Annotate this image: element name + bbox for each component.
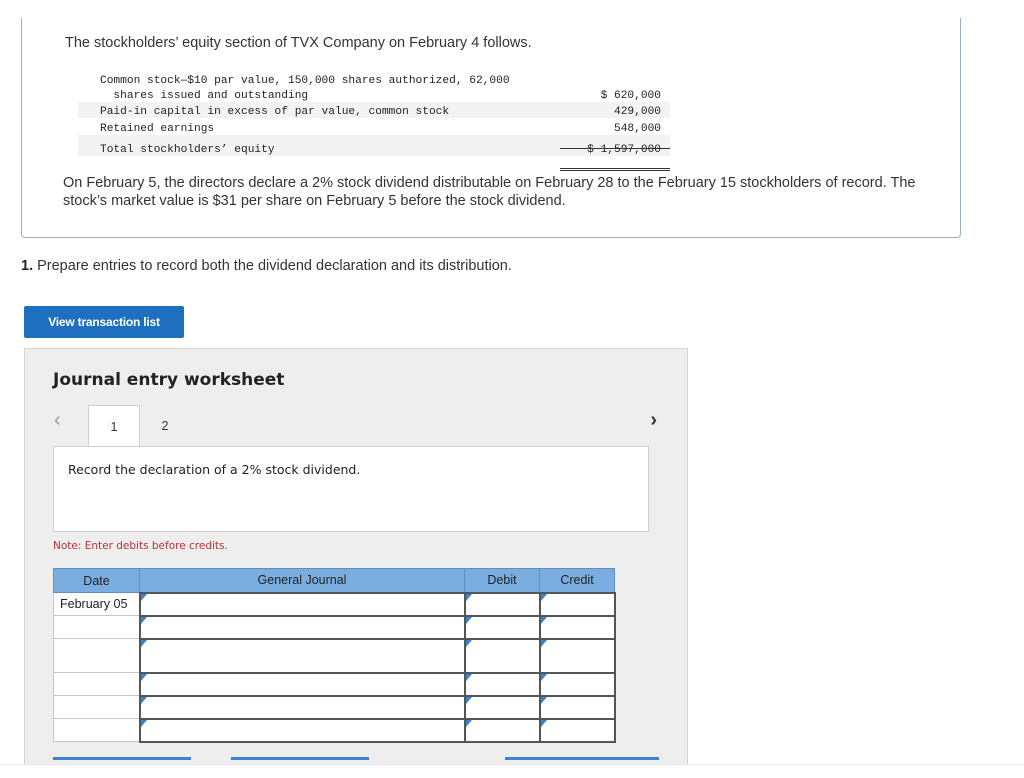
table-row (54, 673, 615, 696)
equity-row (78, 135, 670, 156)
account-input[interactable] (140, 696, 465, 719)
triangle-marker-icon (541, 697, 547, 704)
triangle-marker-icon (141, 594, 147, 601)
triangle-marker-icon (466, 720, 472, 727)
triangle-marker-icon (466, 594, 472, 601)
date-value (54, 700, 60, 714)
view-general-journal-button[interactable] (505, 757, 659, 760)
table-row (54, 593, 615, 616)
table-row (54, 639, 615, 673)
total-rule-bottom (560, 170, 670, 171)
triangle-marker-icon (141, 617, 147, 624)
account-input[interactable] (140, 719, 465, 742)
debit-input[interactable] (465, 719, 540, 742)
triangle-marker-icon (466, 617, 472, 624)
date-value (54, 723, 60, 737)
account-input[interactable] (140, 616, 465, 639)
date-cell[interactable] (54, 719, 140, 742)
account-input[interactable] (140, 639, 465, 673)
col-general-journal: General Journal (140, 569, 465, 593)
triangle-marker-icon (466, 697, 472, 704)
equity-row-amount: $ 1,597,000 (587, 144, 661, 156)
triangle-marker-icon (141, 640, 147, 647)
bottom-navigation-bar (0, 764, 1024, 778)
equity-row-amount: 548,000 (614, 123, 661, 135)
equity-row-label: Paid-in capital in excess of par value, common stock (100, 106, 450, 118)
worksheet-title: Journal entry worksheet (53, 370, 285, 390)
date-value (54, 620, 60, 634)
triangle-marker-icon (466, 674, 472, 681)
debit-input[interactable] (465, 616, 540, 639)
equity-row-label: Retained earnings (100, 123, 215, 135)
date-cell[interactable] (54, 639, 140, 673)
credit-input[interactable] (540, 593, 615, 616)
journal-entry-worksheet (24, 348, 688, 768)
table-row (54, 696, 615, 719)
equity-row-label: shares issued and outstanding (100, 90, 309, 102)
equity-row (78, 87, 670, 102)
date-cell[interactable] (54, 696, 140, 719)
debit-input[interactable] (465, 593, 540, 616)
instruction-text: Record the declaration of a 2% stock dividend. (68, 462, 361, 477)
credit-input[interactable] (540, 719, 615, 742)
triangle-marker-icon (541, 720, 547, 727)
table-row (54, 616, 615, 639)
triangle-marker-icon (141, 674, 147, 681)
credit-input[interactable] (540, 639, 615, 673)
triangle-marker-icon (541, 674, 547, 681)
debit-input[interactable] (465, 673, 540, 696)
credit-input[interactable] (540, 616, 615, 639)
debit-input[interactable] (465, 696, 540, 719)
col-date: Date (54, 569, 140, 593)
equity-row (78, 118, 670, 135)
triangle-marker-icon (466, 640, 472, 647)
triangle-marker-icon (141, 720, 147, 727)
equity-row (78, 102, 670, 118)
tab-2[interactable]: 2 (161, 418, 169, 433)
table-row (54, 719, 615, 742)
total-rule-top (560, 168, 670, 169)
triangle-marker-icon (541, 640, 547, 647)
chevron-left-icon[interactable]: ‹ (54, 409, 61, 431)
date-value: February 05 (60, 597, 128, 611)
equity-row-amount: 429,000 (614, 106, 661, 118)
record-entry-button[interactable] (53, 757, 191, 760)
journal-table (53, 568, 616, 743)
equity-row-label: Common stock—$10 par value, 150,000 shares authorized, 62,000 (100, 75, 510, 87)
problem-paragraph: On February 5, the directors declare a 2% stock dividend distributable on February 28 to the February 15 stockholders of record. The stock’s market value is $31 per share on February 5 before the stock dividend. (63, 175, 916, 209)
date-value (54, 649, 60, 663)
instruction-box (53, 446, 649, 532)
date-cell[interactable] (54, 673, 140, 696)
date-cell[interactable] (54, 593, 140, 616)
date-value (54, 677, 60, 691)
triangle-marker-icon (141, 697, 147, 704)
account-input[interactable] (140, 673, 465, 696)
view-transaction-list-button[interactable]: View transaction list (24, 306, 184, 338)
equity-row-label: Total stockholders’ equity (100, 144, 275, 156)
question-number: 1. (21, 258, 34, 274)
tab-1[interactable]: 1 (88, 405, 140, 447)
equity-row-amount: $ 620,000 (600, 90, 661, 102)
equity-section-table (78, 72, 670, 156)
col-credit: Credit (540, 569, 615, 593)
question-1 (21, 258, 512, 274)
debit-input[interactable] (465, 639, 540, 673)
triangle-marker-icon (541, 617, 547, 624)
chevron-right-icon[interactable]: › (650, 409, 657, 431)
clear-entry-button[interactable] (231, 757, 369, 760)
note-text: Note: Enter debits before credits. (53, 540, 228, 552)
question-text: Prepare entries to record both the dividend declaration and its distribution. (33, 258, 512, 274)
equity-row (78, 72, 670, 87)
col-debit: Debit (465, 569, 540, 593)
date-cell[interactable] (54, 616, 140, 639)
credit-input[interactable] (540, 673, 615, 696)
subtotal-rule (560, 148, 670, 149)
problem-statement-box (21, 18, 961, 238)
journal-header-row (54, 569, 615, 593)
triangle-marker-icon (541, 594, 547, 601)
problem-intro: The stockholders’ equity section of TVX Company on February 4 follows. (65, 35, 532, 51)
account-input[interactable] (140, 593, 465, 616)
credit-input[interactable] (540, 696, 615, 719)
